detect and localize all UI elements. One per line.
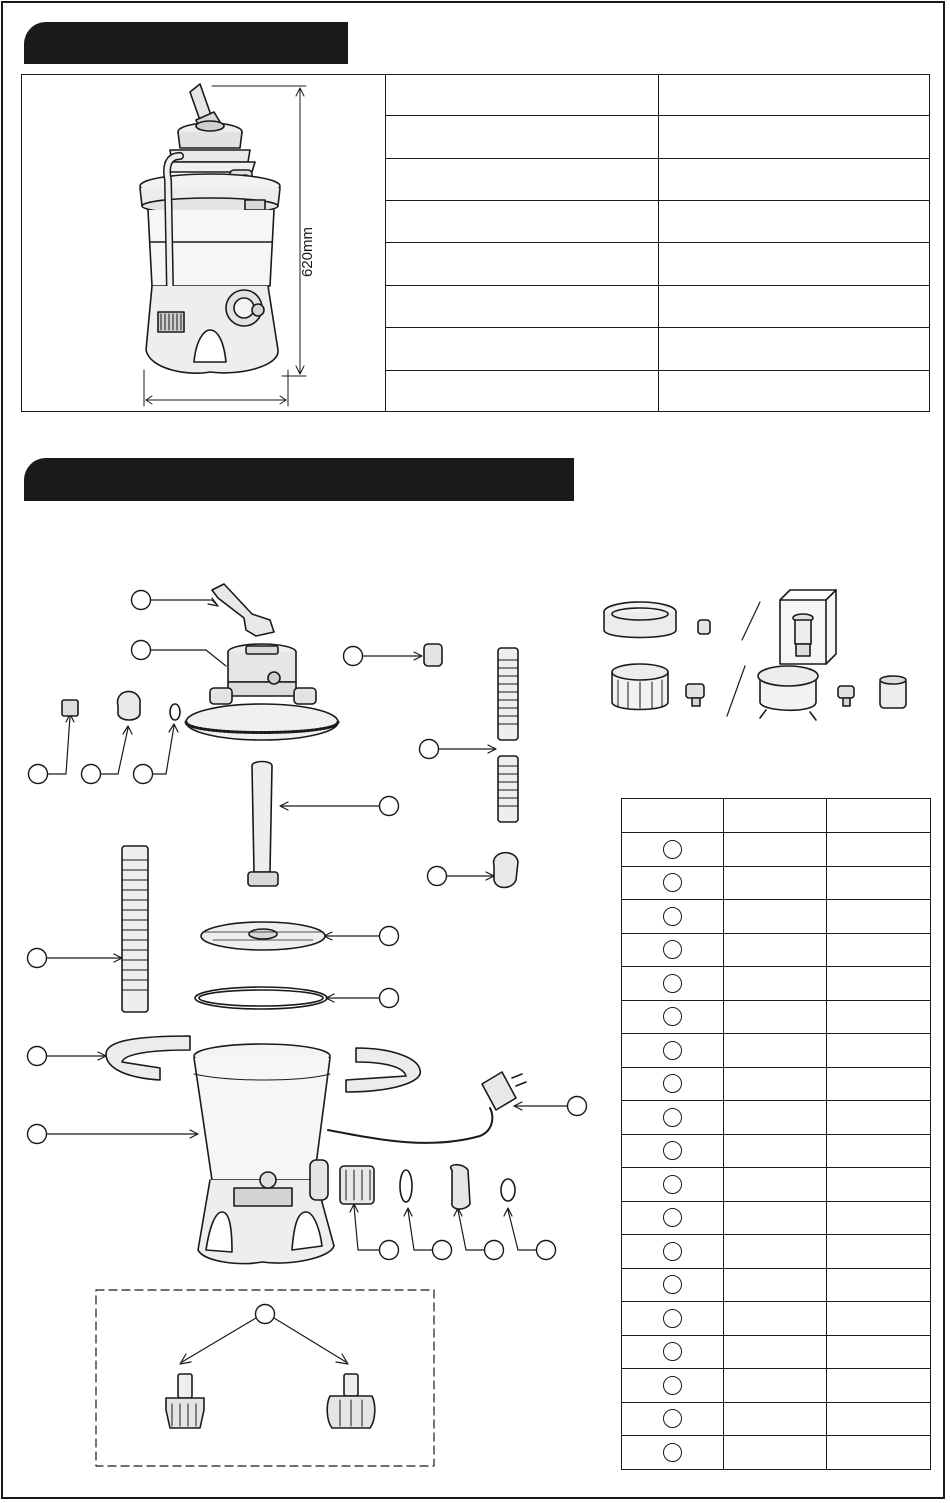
exploded-parts-diagram [28, 584, 587, 1466]
corrugated-hose-left [122, 846, 148, 1012]
hose-adapter-b [327, 1374, 375, 1428]
sand-filter-pump-illustration [140, 84, 306, 406]
compatible-pools-illustration [604, 590, 906, 720]
height-dimension-label: 620mm [299, 226, 316, 278]
adapter-options-box [96, 1290, 434, 1466]
hose-adapter-a [166, 1374, 204, 1428]
corrugated-hose-right [498, 648, 518, 822]
